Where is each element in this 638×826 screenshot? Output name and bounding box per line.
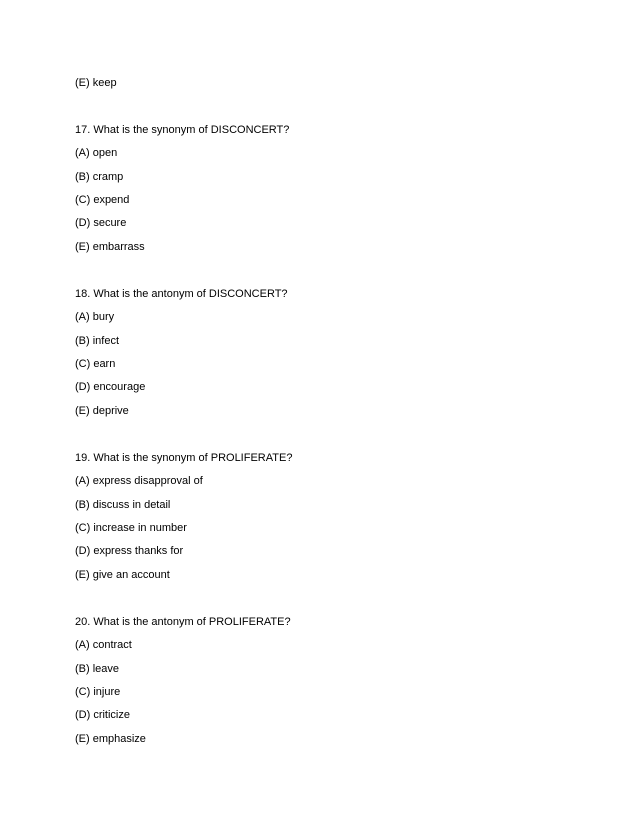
- q18-option-e: (E) deprive: [75, 405, 129, 417]
- q18-option-b: (B) infect: [75, 335, 120, 347]
- question-20: 20. What is the antonym of PROLIFERATE?: [75, 616, 291, 628]
- q18-option-d: (D) encourage: [75, 381, 146, 393]
- q17-option-e: (E) embarrass: [75, 241, 145, 253]
- q19-option-e: (E) give an account: [75, 569, 170, 581]
- q17-option-c: (C) expend: [75, 194, 130, 206]
- q20-option-a: (A) contract: [75, 639, 132, 651]
- question-18: 18. What is the antonym of DISCONCERT?: [75, 288, 288, 300]
- q20-option-c: (C) injure: [75, 686, 121, 698]
- q19-option-a: (A) express disapproval of: [75, 475, 203, 487]
- q19-option-d: (D) express thanks for: [75, 545, 184, 557]
- q20-option-e: (E) emphasize: [75, 733, 146, 745]
- q17-option-d: (D) secure: [75, 217, 127, 229]
- q20-option-b: (B) leave: [75, 663, 120, 675]
- question-19: 19. What is the synonym of PROLIFERATE?: [75, 452, 293, 464]
- q19-option-c: (C) increase in number: [75, 522, 187, 534]
- option-e-keep: (E) keep: [75, 77, 117, 89]
- q18-option-a: (A) bury: [75, 311, 115, 323]
- q18-option-c: (C) earn: [75, 358, 116, 370]
- q20-option-d: (D) criticize: [75, 709, 130, 721]
- q17-option-a: (A) open: [75, 147, 118, 159]
- q17-option-b: (B) cramp: [75, 171, 124, 183]
- q19-option-b: (B) discuss in detail: [75, 499, 171, 511]
- question-17: 17. What is the synonym of DISCONCERT?: [75, 124, 290, 136]
